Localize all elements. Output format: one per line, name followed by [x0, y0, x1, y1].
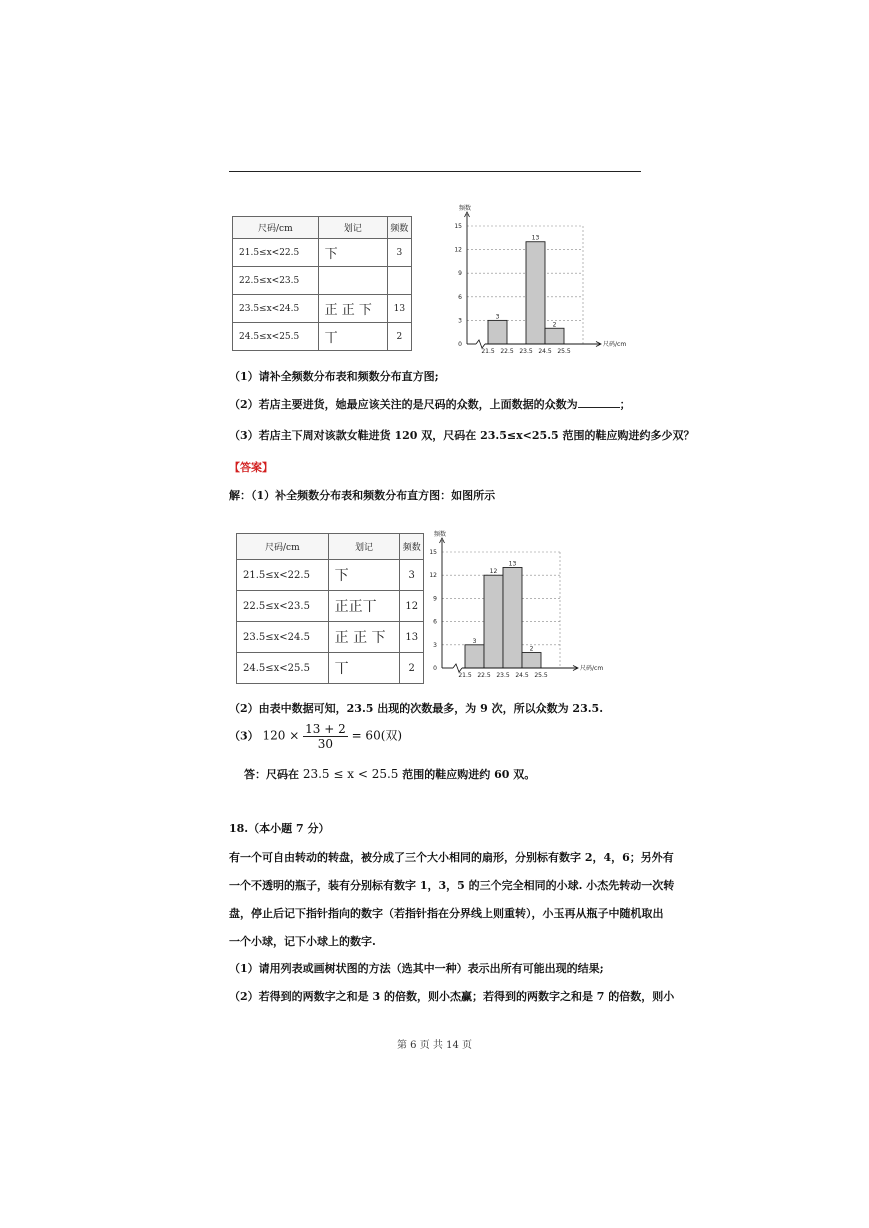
problem-18-text: 一个不透明的瓶子，装有分别标有数字 1，3，5 的三个完全相同的小球. 小杰先转动一次转 [229, 879, 675, 892]
histogram-bar [526, 242, 545, 344]
table-header-cell: 划记 [328, 534, 400, 560]
tally-cell: 正正丅 [328, 591, 400, 622]
range-cell: 23.5≤x<24.5 [233, 295, 319, 323]
table-header-cell: 划记 [318, 217, 387, 239]
x-tick-label: 24.5 [515, 672, 529, 679]
range-cell: 22.5≤x<23.5 [237, 591, 329, 622]
x-axis-title: 尺码/cm [580, 665, 604, 672]
range-cell: 21.5≤x<22.5 [237, 560, 329, 591]
tally-cell: 丅 [328, 653, 400, 684]
table-header-row [233, 217, 412, 239]
table-row [233, 295, 412, 323]
bar-value-label: 12 [489, 568, 498, 576]
table-row [233, 323, 412, 351]
y-tick-label: 3 [458, 317, 462, 325]
answer-line-4-text: 答：尺码在 [244, 768, 299, 781]
answer-blank [578, 398, 620, 408]
table-header-row [237, 534, 424, 560]
histogram-bar [522, 653, 541, 668]
table-row [237, 591, 424, 622]
fraction-numerator: 13 + 2 [305, 722, 346, 736]
table-header-cell: 尺码/cm [233, 217, 319, 239]
table-row [237, 560, 424, 591]
bar-value-label: 3 [495, 313, 500, 321]
tally-cell: 正 正 下 [318, 295, 387, 323]
histogram-incomplete [455, 196, 630, 356]
y-tick-label: 3 [433, 641, 437, 649]
histogram-bar [488, 320, 507, 344]
table-row [233, 239, 412, 267]
histogram-complete [430, 520, 615, 685]
frequency-table-complete [236, 533, 424, 684]
question-2 [229, 396, 631, 412]
tally-cell [318, 267, 387, 295]
problem-18-text: 一个小球，记下小球上的数字. [229, 935, 376, 948]
range-cell: 23.5≤x<24.5 [237, 622, 329, 653]
x-tick-label: 24.5 [538, 348, 552, 355]
x-tick-label: 22.5 [477, 672, 491, 679]
histogram-bar [545, 328, 564, 344]
table-header-cell: 尺码/cm [237, 534, 329, 560]
problem-18-text: 盘，停止后记下指针指向的数字（若指针指在分界线上则重转），小玉再从瓶子中随机取出 [229, 907, 664, 920]
x-tick-label: 23.5 [496, 672, 510, 679]
y-tick-label: 0 [458, 341, 462, 348]
frequency-cell: 2 [400, 653, 424, 684]
question-3: （3）若店主下周对该款女鞋进货 120 双，尺码在 23.5≤x<25.5 范围的鞋应购进约多少双？ [229, 429, 695, 442]
answer-tag: 【答案】 [229, 461, 273, 474]
answer-line-2: （2）由表中数据可知，23.5 出现的次数最多，为 9 次，所以众数为 23.5. [229, 702, 604, 715]
frequency-cell: 12 [400, 591, 424, 622]
frequency-cell: 3 [387, 239, 411, 267]
x-tick-label: 21.5 [481, 348, 495, 355]
frequency-cell: 2 [387, 323, 411, 351]
header-rule [229, 171, 641, 172]
question-2-end: ； [619, 398, 631, 411]
bar-value-label: 2 [552, 321, 557, 329]
table-row [237, 622, 424, 653]
x-tick-label: 23.5 [519, 348, 533, 355]
answer-line-1: 解：（1）补全频数分布表和频数分布直方图：如图所示 [229, 489, 496, 502]
problem-18-text: 有一个可自由转动的转盘，被分成了三个大小相同的扇形，分别标有数字 2，4，6；另外有 [229, 851, 674, 864]
bar-value-label: 13 [531, 234, 540, 242]
y-tick-label: 9 [433, 595, 437, 603]
range-cell: 24.5≤x<25.5 [233, 323, 319, 351]
problem-18-subquestion-1: （1）请用列表或画树状图的方法（选其中一种）表示出所有可能出现的结果; [229, 962, 604, 975]
range-cell: 24.5≤x<25.5 [237, 653, 329, 684]
x-tick-label: 25.5 [534, 672, 548, 679]
tally-cell: 下 [318, 239, 387, 267]
frequency-cell: 13 [400, 622, 424, 653]
histogram-bar [465, 645, 484, 668]
histogram-bar [503, 567, 522, 668]
bar-value-label: 13 [508, 560, 517, 568]
frequency-table-incomplete [232, 216, 412, 351]
bar-value-label: 2 [529, 645, 534, 653]
problem-18-title: 18.（本小题 7 分） [229, 822, 330, 835]
tally-cell: 下 [328, 560, 400, 591]
y-tick-label: 15 [429, 549, 437, 556]
range-cell: 21.5≤x<22.5 [233, 239, 319, 267]
fraction-denominator: 30 [317, 737, 334, 751]
y-axis-title: 频数 [433, 531, 447, 538]
fraction [303, 722, 348, 751]
x-tick-label: 25.5 [557, 348, 571, 355]
inequality: 23.5 ≤ x < 25.5 [302, 767, 399, 781]
y-tick-label: 15 [454, 223, 462, 230]
tally-cell: 正 正 下 [328, 622, 400, 653]
question-1: （1）请补全频数分布表和频数分布直方图; [229, 370, 439, 383]
math-expression-left: 120 × [262, 728, 300, 743]
y-axis-title: 频数 [458, 205, 472, 212]
page-number: 第 6 页 共 14 页 [397, 1040, 472, 1051]
y-tick-label: 0 [433, 665, 437, 672]
axis-break [453, 664, 462, 672]
range-cell: 22.5≤x<23.5 [233, 267, 319, 295]
table-header-cell: 频数 [400, 534, 424, 560]
frequency-cell [387, 267, 411, 295]
y-tick-label: 9 [458, 270, 462, 278]
answer-line-4-end: 范围的鞋应购进约 60 双。 [402, 768, 536, 781]
y-tick-label: 6 [458, 293, 462, 301]
answer-line-4 [244, 766, 535, 782]
frequency-cell: 13 [387, 295, 411, 323]
answer-line-3 [229, 722, 402, 751]
y-tick-label: 12 [429, 572, 437, 580]
problem-18-subquestion-2: （2）若得到的两数字之和是 3 的倍数，则小杰赢；若得到的两数字之和是 7 的倍数，则小 [229, 990, 675, 1003]
table-row [233, 267, 412, 295]
question-2-text: （2）若店主要进货，她最应该关注的是尺码的众数，上面数据的众数为 [229, 398, 578, 411]
bar-value-label: 3 [472, 637, 477, 645]
math-expression-right: = 60(双) [351, 728, 403, 743]
y-tick-label: 12 [454, 246, 462, 254]
x-axis-title: 尺码/cm [603, 341, 627, 348]
tally-cell: 丅 [318, 323, 387, 351]
table-row [237, 653, 424, 684]
y-tick-label: 6 [433, 618, 437, 626]
frequency-cell: 3 [400, 560, 424, 591]
x-tick-label: 22.5 [500, 348, 514, 355]
answer-line-3-label: （3） [229, 729, 259, 743]
x-tick-label: 21.5 [458, 672, 472, 679]
table-header-cell: 频数 [387, 217, 411, 239]
axis-break [476, 340, 485, 348]
histogram-bar [484, 575, 503, 668]
